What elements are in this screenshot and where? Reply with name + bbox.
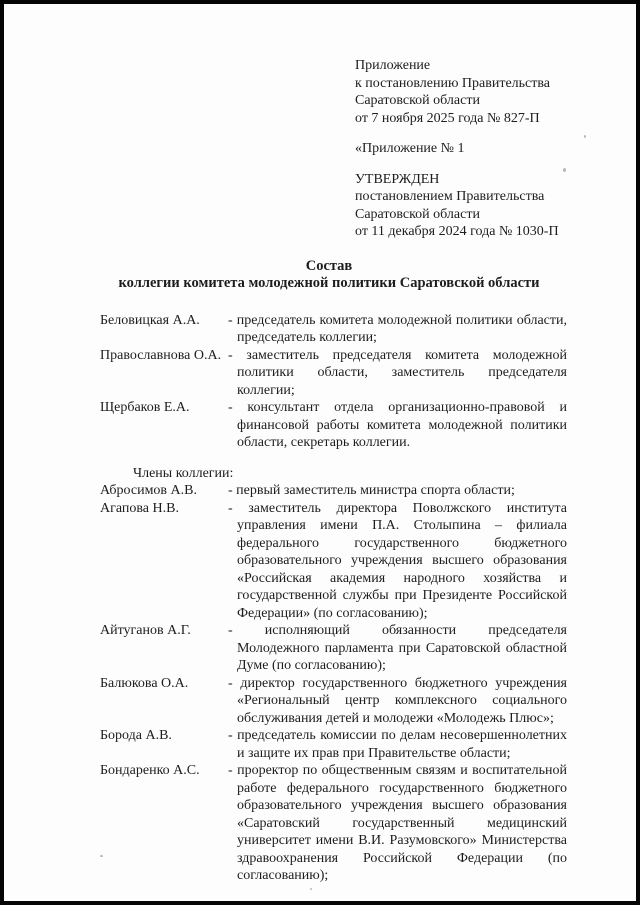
member-row — [100, 482, 558, 500]
member-role: - первый заместитель министра спорта области; — [228, 483, 515, 498]
member-name: Агапова Н.В. — [100, 500, 179, 516]
member-name: Абросимов А.В. — [100, 483, 197, 498]
member-role: - председатель комитета молодежной политики области, председатель коллегии; — [228, 312, 567, 345]
leadership-list — [100, 312, 567, 452]
document-title — [100, 258, 558, 293]
member-name: Борода А.В. — [100, 728, 172, 743]
members-list — [100, 482, 567, 885]
approval-line: от 11 декабря 2024 года № 1030-П — [355, 224, 559, 239]
member-row — [100, 675, 567, 728]
member-role: - председатель комиссии по делам несовершеннолетних и защите их прав при Правительстве области; — [228, 728, 567, 761]
approval-line: постановлением Правительства — [355, 189, 545, 204]
member-row — [100, 622, 567, 675]
member-role: - проректор по общественным связям и воспитательной работе федерального государственного бюджетного образовательного учреждения высшего образования «Саратовский государственный медицинский университет имени В.И. Разумовского» Министерства здравоохранения Российской Федерации (по согласованию); — [228, 763, 567, 883]
member-name: Айтуганов А.Г. — [100, 623, 191, 638]
member-row — [100, 727, 567, 762]
document-content — [100, 57, 567, 885]
member-row — [100, 762, 567, 885]
member-name: Православнова О.А. — [100, 347, 222, 363]
scan-border-right — [636, 0, 640, 905]
member-row — [100, 500, 567, 623]
appendix-number-label: «Приложение № 1 — [355, 141, 465, 156]
document-title-line1: Состав — [305, 257, 353, 274]
appendix-reference-line: Саратовской области — [355, 93, 480, 108]
member-role: - заместитель директора Поволжского института управления имени П.А. Столыпина – филиала федерального государственного бюджетного образовательного учреждения высшего образования «Российская академия народного хозяйства и государственной службы при Президенте Российской Федерации» (по согласованию); — [228, 500, 567, 621]
member-role: - директор государственного бюджетного учреждения «Региональный центр комплексного социального обслуживания детей и молодежи «Молодежь Плюс»; — [228, 675, 567, 726]
scan-speck — [563, 168, 566, 172]
member-row — [100, 399, 567, 452]
member-role: - консультант отдела организационно-правовой и финансовой работы комитета молодежной политики области, секретарь коллегии. — [228, 400, 567, 450]
document-title-line2: коллегии комитета молодежной политики Саратовской области — [118, 275, 540, 291]
member-name: Беловицкая А.А. — [100, 312, 200, 328]
member-name: Бондаренко А.С. — [100, 763, 200, 778]
member-row — [100, 347, 567, 400]
member-name: Щербаков Е.А. — [100, 400, 190, 415]
approval-line: Саратовской области — [355, 206, 480, 222]
scan-border-left — [0, 0, 4, 905]
member-name: Балюкова О.А. — [100, 675, 189, 691]
member-role: - исполняющий обязанности председателя Молодежного парламента при Саратовской областной Думе (по согласованию); — [228, 623, 567, 673]
appendix-reference-line: к постановлению Правительства — [355, 75, 551, 91]
scan-speck — [584, 135, 586, 138]
approval-line: УТВЕРЖДЕН — [355, 171, 440, 187]
members-section-heading: Члены коллегии: — [133, 465, 234, 481]
member-role: - заместитель председателя комитета молодежной политики области, заместитель председателя коллегии; — [228, 347, 567, 398]
approval-block — [355, 171, 558, 241]
member-row — [100, 312, 567, 347]
scan-speck — [310, 888, 312, 890]
scan-border-bottom — [0, 901, 640, 905]
appendix-reference-block — [355, 57, 558, 127]
appendix-reference-line: от 7 ноября 2025 года № 827-П — [355, 110, 540, 126]
scan-border-top — [0, 0, 640, 4]
appendix-reference-line: Приложение — [355, 58, 431, 73]
